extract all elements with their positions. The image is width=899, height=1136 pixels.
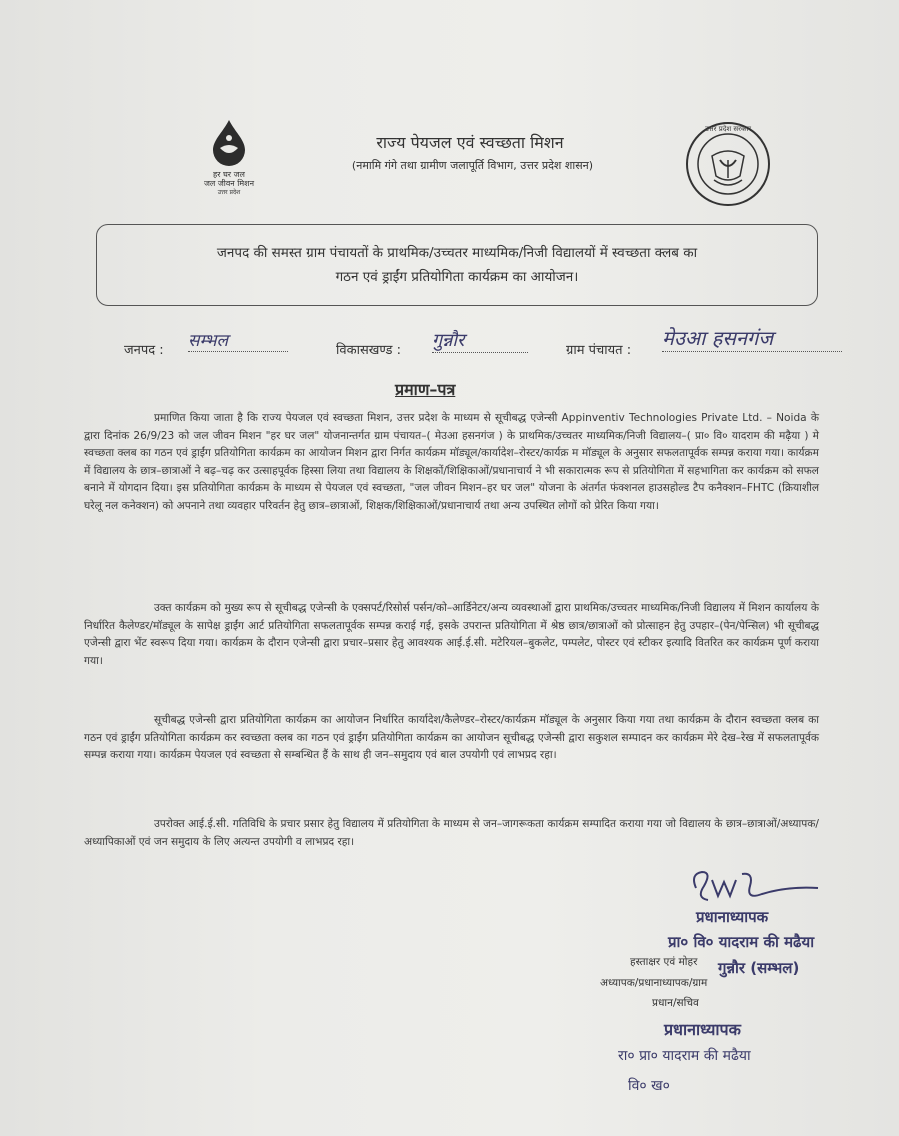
up-government-seal bbox=[684, 120, 772, 208]
seal-text: उत्तर प्रदेश सरकार bbox=[704, 125, 752, 133]
signature-role-2: प्रधान/सचिव bbox=[652, 997, 699, 1009]
banner-line-2: गठन एवं ड्राईंग प्रतियोगिता कार्यक्रम का आयोजन। bbox=[335, 269, 579, 285]
stamp-block-district: गुन्नौर (सम्भल) bbox=[718, 959, 800, 977]
district-label: जनपद : bbox=[124, 343, 164, 358]
water-drop-icon bbox=[209, 118, 249, 166]
banner-line-1: जनपद की समस्त ग्राम पंचायतों के प्राथमिक/उच्चतर माध्यमिक/निजी विद्यालयों में स्वच्छता क्लब का bbox=[216, 245, 698, 261]
panchayat-value: मेउआ हसनगंज bbox=[662, 324, 842, 352]
logo-caption-1: हर घर जल bbox=[213, 170, 245, 179]
paragraph-2: उक्त कार्यक्रम को मुख्य रूप से सूचीबद्ध एजेन्सी के एक्सपर्ट/रिसोर्स पर्सन/को–आर्डिनेटर/अन्य व्यवस्थाओं द्वारा प्राथमिक/उच्चतर माध्यमिक/निजी विद्यालय में मिशन कार्यालय के निर्धारित कैलेण्डर/मॉड्यूल के सापेक्ष ड्राईंग आर्ट प्रतियोगिता सफलतापूर्वक सम्पन्न कराई गई, इसके उपरान्त प्रतियोगिता में श्रेष्ठ छात्र/छात्राओं को प्रोत्साहन हेतु उपहार–(पेन/पेन्सिल) भी सूचीबद्ध एजेन्सी द्वारा भेंट स्वरूप दिया गया। कार्यक्रम के दौरान एजेन्सी द्वारा प्रचार–प्रसार हेतु आवश्यक आई.ई.सी. मटेरियल–बुकलेट, पम्पलेट, पोस्टर एवं स्टीकर इत्यादि वितरित कर कार्यक्रम पूर्ण कराया गया। bbox=[84, 602, 819, 667]
mission-subtitle: (नमामि गंगे तथा ग्रामीण जलापूर्ति विभाग, उत्तर प्रदेश शासन) bbox=[351, 159, 594, 172]
stamp-principal-top: प्रधानाध्यापक bbox=[696, 908, 769, 926]
stamp-principal-bottom: प्रधानाध्यापक bbox=[664, 1020, 741, 1039]
district-value: सम्भल bbox=[188, 328, 288, 352]
block-label: विकासखण्ड : bbox=[336, 343, 402, 358]
jal-jeevan-mission-logo bbox=[196, 118, 262, 197]
paragraph-1: प्रमाणित किया जाता है कि राज्य पेयजल एवं स्वच्छता मिशन, उत्तर प्रदेश के माध्यम से सूचीबद्ध एजेन्सी Appinventiv Technologies Private Ltd. – Noida के द्वारा दिनांक 26/9/23 को जल जीवन मिशन "हर घर जल" योजनान्तर्गत ग्राम पंचायत–( मेउआ हसनगंज ) के प्राथमिक/उच्चतर माध्यमिक/निजी विद्यालय–( प्रा० वि० यादराम की मढ़ैया ) मे स्वच्छता क्लब का गठन एवं ड्राईंग प्रतियोगिता कार्यक्रम का आयोजन मिशन द्वारा निर्गत कार्यक्रम मॉड्यूल/कार्यादेश–रोस्टर/कार्यक्र म मॉड्यूल के अनुसार सफलतापूर्वक सम्पन्न कराया गया। कार्यक्रम में विद्यालय के छात्र–छात्राओं ने बढ़–चढ़ कर उत्साहपूर्वक हिस्सा लिया तथा विद्यालय के शिक्षकों/शिक्षिकाओं/प्रधानाचार्य ने भी सकारात्मक रूप से प्रतियोगिता में सहभागिता कर कार्यक्रम को सफल बनाने में योगदान दिया। इस प्रतियोगिता कार्यक्रम के माध्यम से पेयजल एवं स्वच्छता, "जल जीवन मिशन–हर घर जल" योजना के अंतर्गत फंक्शनल हाउसहोल्ड टैप कनैक्शन–FHTC (क्रियाशील घरेलू नल कनेक्शन) को अपनाने तथा व्यवहार परिवर्तन हेतु छात्र–छात्राओं, शिक्षक/शिक्षिकाओं/प्रधानाचार्य तथा अन्य उपस्थित लोगों को प्रेरित किया गया। bbox=[84, 412, 819, 512]
panchayat-label: ग्राम पंचायत : bbox=[566, 343, 632, 358]
logo-caption-3: उत्तर प्रदेश bbox=[217, 189, 241, 196]
block-value: गुन्नौर bbox=[432, 328, 528, 353]
signature-seal-label: हस्ताक्षर एवं मोहर bbox=[630, 956, 698, 968]
paragraph-4: उपरोक्त आई.ई.सी. गतिविधि के प्रचार प्रसार हेतु विद्यालय में प्रतियोगिता के माध्यम से जन–जागरूकता कार्यक्रम सम्पादित कराया गया जो विद्यालय के छात्र–छात्राओं/अध्यापक/अध्यापिकाओं एवं जन समुदाय के लिए अत्यन्त उपयोगी व लाभप्रद रहा। bbox=[84, 818, 819, 848]
stamp-school-line: रा० प्रा० यादराम की मढैया bbox=[618, 1048, 751, 1064]
mission-title: राज्य पेयजल एवं स्वच्छता मिशन bbox=[376, 133, 564, 152]
stamp-block-line: वि० ख० bbox=[628, 1078, 670, 1094]
signature-role-1: अध्यापक/प्रधानाध्यापक/ग्राम bbox=[600, 977, 708, 989]
stamp-school-name: प्रा० वि० यादराम की मढैया bbox=[668, 933, 815, 951]
principal-signature bbox=[688, 860, 828, 910]
certificate-title: प्रमाण–पत्र bbox=[395, 380, 456, 399]
logo-caption-2: जल जीवन मिशन bbox=[203, 179, 255, 188]
paragraph-3: सूचीबद्ध एजेन्सी द्वारा प्रतियोगिता कार्यक्रम का आयोजन निर्धारित कार्यादेश/कैलेण्डर–रोस्टर/कार्यक्रम मॉड्यूल के अनुसार किया गया तथा कार्यक्रम के दौरान स्वच्छता क्लब का गठन एवं ड्राईंग प्रतियोगिता कार्यक्रम कर स्वच्छता क्लब का गठन एवं ड्राईंग प्रतियोगिता कार्यक्रम का आयोजन सूचीबद्ध एजेन्सी द्वारा सकुशल सम्पादन कर कार्यक्रम मेरे देख–रेख में सफलतापूर्वक सम्पन्न कराया गया। कार्यक्रम पेयजल एवं स्वच्छता से सम्बन्धित हैं के साथ ही जन–समुदाय एवं बाल उपयोगी एवं लाभप्रद रहा। bbox=[84, 714, 819, 761]
program-title-box bbox=[96, 224, 818, 306]
